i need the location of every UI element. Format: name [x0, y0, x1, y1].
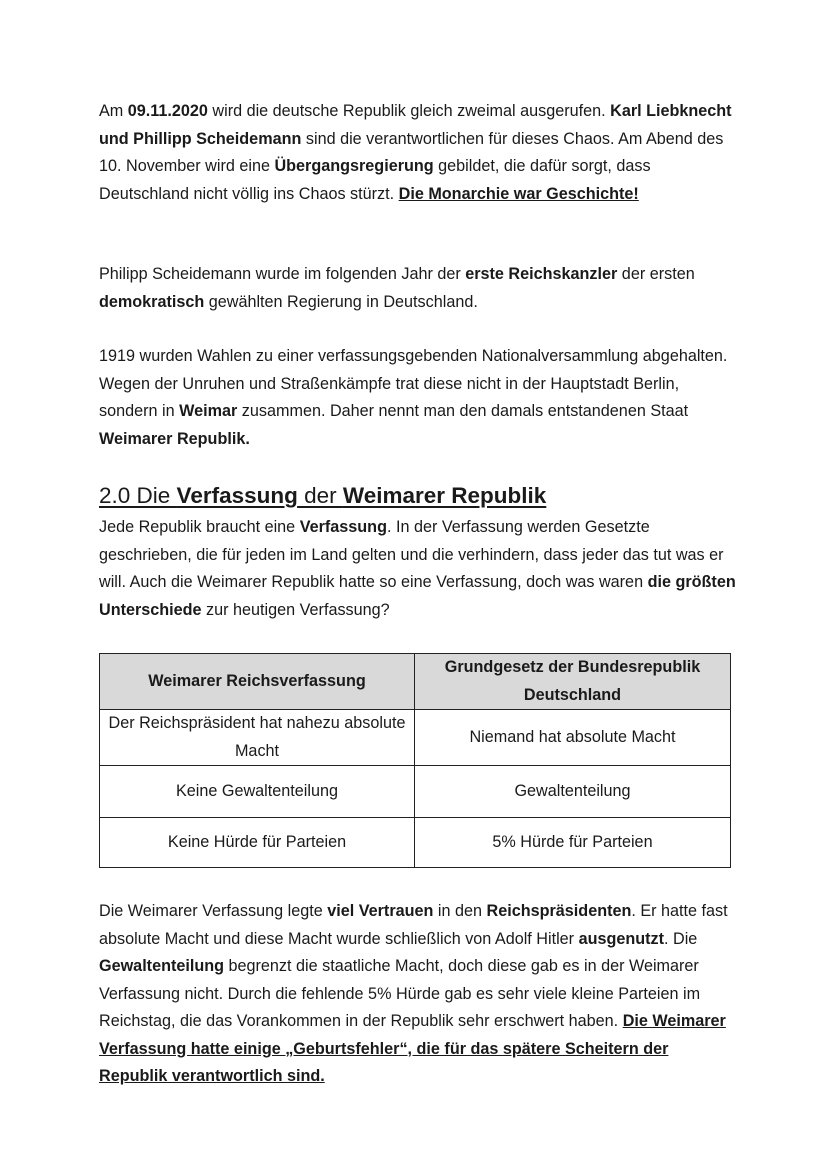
table-cell: Keine Gewaltenteilung — [100, 766, 415, 818]
term-bold: Gewaltenteilung — [99, 957, 225, 975]
conclusion-underlined: Die Monarchie war Geschichte! — [398, 184, 639, 203]
text: . Die — [664, 929, 698, 948]
text: Die Weimarer Verfassung legte — [99, 902, 328, 920]
term-bold: Weimarer Republik. — [99, 429, 250, 448]
table-cell: 5% Hürde für Parteien — [415, 818, 731, 868]
table-cell: Gewaltenteilung — [415, 766, 731, 818]
paragraph-scheidemann — [99, 261, 739, 316]
heading-bold: Weimarer Republik — [342, 483, 547, 508]
text: gewählten Regierung in Deutschland. — [204, 292, 478, 311]
table-cell: Niemand hat absolute Macht — [415, 710, 731, 766]
heading-bold: Verfassung — [176, 483, 298, 508]
section-heading — [99, 481, 739, 511]
table-header-cell: Weimarer Reichsverfassung — [100, 654, 415, 710]
text: . In der Verfassung werden Gesetzte geschrieben, die für jeden im Land gelten und die verhindern, dass jeder das tut was er will. Auch die Weimarer Republik hatte so eine Verfassung, doch was waren — [99, 518, 724, 591]
table-row — [100, 710, 731, 766]
text: begrenzt die staatliche Macht, doch diese gab es in der Weimarer Verfassung nicht. Durch die fehlende 5% Hürde gab es sehr viele kleine Parteien im Reichstag, die das Vorankommen in der Republik sehr erschwert haben. — [99, 957, 701, 1030]
term-bold: die größten Unterschiede — [99, 573, 736, 619]
table-row — [100, 818, 731, 868]
text: in den — [433, 902, 487, 920]
text: Jede Republik braucht eine — [99, 518, 300, 536]
table-cell: Keine Hürde für Parteien — [100, 818, 415, 868]
term-bold: viel Vertrauen — [327, 902, 434, 920]
text: wird die deutsche Republik gleich zweimal ausgerufen. — [207, 102, 611, 120]
term-bold: Weimar — [179, 402, 238, 420]
date-bold: 09.11.2020 — [127, 102, 208, 120]
text: Am — [99, 102, 128, 120]
text: sind die verantwortlichen für dieses Chaos. Am Abend des 10. November wird eine — [99, 129, 724, 175]
comparison-table — [99, 653, 731, 868]
paragraph-revolution — [99, 98, 739, 208]
text: Philipp Scheidemann wurde im folgenden Jahr der — [99, 265, 466, 283]
table-row — [100, 766, 731, 818]
heading-text: der — [297, 483, 343, 508]
text: gebildet, die dafür sorgt, dass Deutschland nicht völlig ins Chaos stürzt. — [99, 157, 651, 203]
names-bold: Karl Liebknecht und Phillipp Scheidemann — [99, 102, 732, 148]
table-cell: Der Reichspräsident hat nahezu absolute Macht — [100, 710, 415, 766]
term-bold: demokratisch — [99, 292, 205, 311]
term-bold: erste Reichskanzler — [465, 265, 618, 283]
text: zur heutigen Verfassung? — [201, 600, 390, 619]
table-header-row — [100, 654, 731, 710]
term-bold: Reichspräsidenten — [486, 902, 632, 920]
paragraph-weimar — [99, 343, 739, 453]
text: 1919 wurden Wahlen zu einer verfassungsgebenden Nationalversammlung abgehalten. Wegen der Unruhen und Straßenkämpfe trat diese nicht in der Hauptstadt Berlin, sondern in — [99, 347, 728, 420]
paragraph-verfassung — [99, 514, 739, 624]
paragraph-conclusion — [99, 898, 739, 1091]
table-header-cell: Grundgesetz der Bundesrepublik Deutschland — [415, 654, 731, 710]
text: zusammen. Daher nennt man den damals entstandenen Staat — [237, 402, 689, 420]
text: . Er hatte fast absolute Macht und diese Macht wurde schließlich von Adolf Hitler — [99, 902, 728, 948]
conclusion-underlined: Die Weimarer Verfassung hatte einige „Geburtsfehler“, die für das spätere Scheitern der Republik verantwortlich sind. — [99, 1012, 726, 1085]
term-bold: Übergangsregierung — [274, 157, 434, 175]
heading-text: 2.0 Die — [99, 483, 177, 508]
term-bold: ausgenutzt — [578, 929, 665, 948]
term-bold: Verfassung — [299, 518, 387, 536]
text: der ersten — [617, 265, 695, 283]
